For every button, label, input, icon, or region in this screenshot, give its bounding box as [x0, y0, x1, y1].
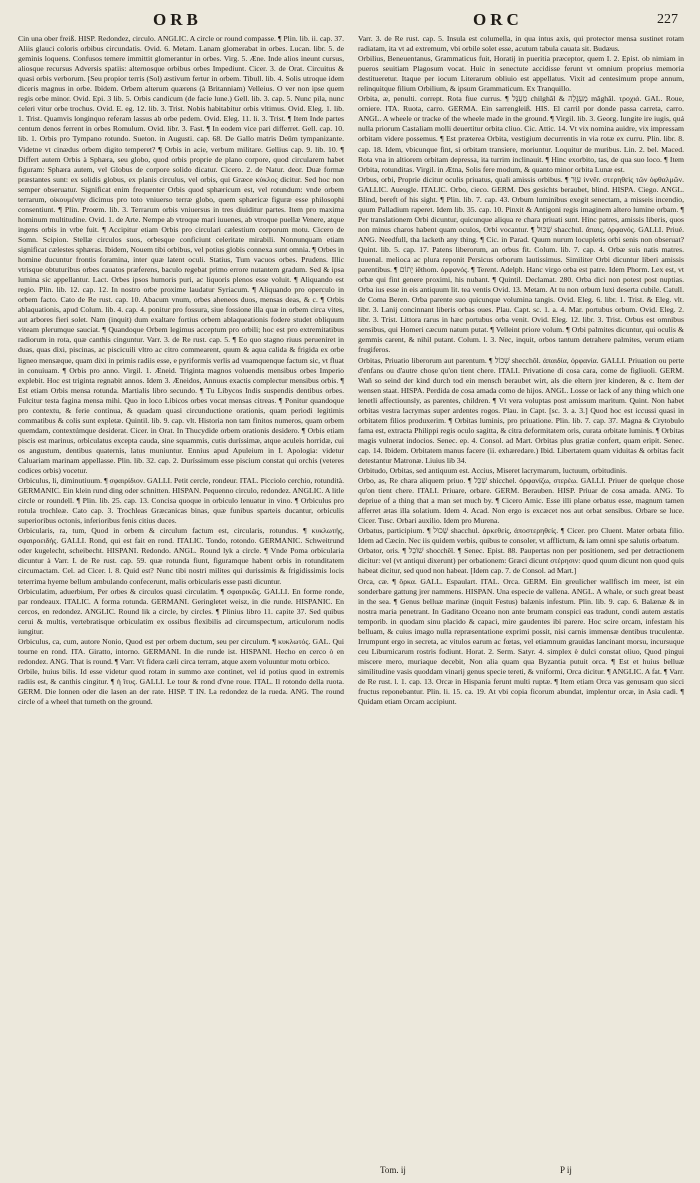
left-column [18, 34, 344, 1159]
entry-orbiculatim: Orbiculatim, aduerbium, Per orbes & circulos quasi circulatim. ¶ σφαιρικῶς. GALLI. En forme ronde, par rondeaux. ITALIC. A forma rotunda. GERMANI. Geringletet weisz, in die runde. HISPANIC. En cercos, en redondez. ANGLIC. Round lik a circle, by circles. ¶ Plinius libro 11. capite 37. Sed quibus cerui & multis, vertebratisque orbiculatim ex ossibus flexibilis ad circumspectum, articulorum nodis iungitur. [18, 586, 344, 636]
entry-orca: Orca, cæ. ¶ ὄρκα. GALL. Espaulart. ITAL. Orca. GERM. Ein greulicher wallfisch im meer, ist ein sonderbare gattung jrer nammens. HISPAN. Una especie de vallena. ANGL. A whale, or such great beast in the sea. ¶ Genus belluæ marinæ (inquit Festus) balænis infestum. Plin. lib. 9. cap. 6. Balænæ & in nostra maria penetrant. In Gaditano Oceano non ante brumam conspici eas tradunt, condi autem æstatis temporib. in quodam sinu placido & capaci, mire gaudentes ibi parere. Hoc scire orcam, infestam his belluam, & cuius imago nulla repræsentatione exprimi possit, nisi carnis immensæ dentibus truculentæ. Irrumpunt ergo in secreta, ac vitulos earum ac fœtas, vel etiamnum grauidas lancinant morsu, incursuque ceu Liburnicarum rostris fodiunt. Horat. 2. Serm. Satyr. 4. simplex è dulci constat oliuo, Quod pingui miscere mero, muriaque decebit, Non alia quam qua Byzantia putuit orca. ¶ Est et huius belluæ similitudine vasis quoddam vinarij genus specie tereti, & vniformi, Orca dicitur. ¶ ANGLIC. A fat. ¶ Varr. de Re rust. l. 1. cap. 13. Orcæ in Hispania ferunt multi ruptæ. ¶ Item etiam Orca vas genusam quo sicci fructus reponebantur. Plin. li. 15. ca. 19. At vbi copia ficorum abundat, implentur orcæ, in Asia cadi. ¶ Quidam etiam Orcam accipiunt. [358, 576, 684, 707]
page-number: 227 [657, 12, 678, 27]
entry-orbitudo: Orbitudo, Orbitas, sed antiquum est. Accius, Miseret lacrymarum, luctuum, orbitudinis. [358, 466, 628, 476]
entry-orbiculus: Orbiculus, li, diminutiuum. ¶ σφαιρίδιον. GALLI. Petit cercle, rondeur. ITAL. Picciolo cerchio, rotundità. GERMANIC. Ein klein rund ding oder schnitten. HISPAN. Pequenno circulo, redondez. ANGLIC. A litle circle or roundell. ¶ Plin. lib. 25. cap. 13. Concisa quoque in orbiculo lenuatur in vino. ¶ Orbiculus pro rotula trochleæ. Cato cap. 3. Trochleas Græcanicas binas, quæ funibus sparteis ducantur, orbiculis superioribus octonis, inferioribus fenis citius duces. [18, 476, 344, 526]
page-footer [0, 1163, 700, 1179]
entry-orbo: Orbo, as, Re chara aliquem priuo. ¶ שִׁכֵּל shicchel. ὀρφανίζω, στερέω. GALLI. Priuer de quelque chose qu'on tient chere. ITALI. Priuare, orbare. GERM. Berauben. HISP. Priuar de cosa amada. ANG. To depriue of a thing that a man set much by. ¶ Cicero Amic. Esse illi plane orbatus esse, magnum tamen afferret ætas illa solatium. Idem 4. Acad. Non ergo is excæcet nos aut orbat sensibus. Orbare se luce. Cicer. Tusc. Orbari auxilio. Idem pro Murena. [358, 476, 684, 526]
entry-orbicus: Orbiculus, ca, cum, autore Nonio, Quod est per orbem ductum, seu per circulum. ¶ κυκλωτός. GAL. Qui tourne en rond. ITA. Giratto, intorno. GERMANI. In die runde ist. HISPANI. Hecho en cerco ò en redondez. ANG. That is round. ¶ Varr. Vt fidera cæli circa terram, atque axem voluuntur motu orbico. [18, 636, 344, 666]
entry-orbator: Orbator, oris. ¶ שׁוֹכֵל shocchêl. ¶ Senec. Epist. 88. Paupertas non per positionem, sed per detractionem dicitur: vel (vt antiqui dixerunt) per orbationem: Græci dicunt στέρησιν: quod quum dicunt non quod quis habeat dicitur, sed quod non habeat. [Idem cap. 7. de Consol. ad Mart.] [358, 546, 684, 576]
running-header [18, 8, 684, 34]
entry-orbile-cont: Varr. 3. de Re rust. cap. 5. Insula est columella, in qua intus axis, qui protector mensa sustinet rotam radiatam, ita vt ad extremum, vbi orbile solet esse, acutum tabula cauata sit. Budæus. [358, 34, 684, 54]
entry-orbilius: Orbilius, Beneuentanus, Grammaticus fuit, Horatij in pueritia præceptor, quem I. 2. Epist. ob nimiam in pueros seuitiam Plagosum vocat. Huic in senectute accidisse ferunt vt omnium proprius memoria destitueretur. Itaque per iocum Literarum obliuio est appellatus. Vixit ad centesimum prope annum, relinquitque filium Orbilium, & ipsum Grammaticum. Ex Tranquillo. [358, 54, 684, 94]
running-head-right: ORC [473, 10, 523, 29]
right-column [358, 34, 684, 1159]
entry-orbita: Orbita, æ, penulti. corrept. Rota fiue currus. ¶ מַעְגָּל chilghâl & מַעְגָּלָה mâghâl. τροχιά. GAL. Roue, orniere. ITA. Ruota, carro. GERMA. Ein sarrengleiß. HIS. El carril por donde passa carreta, carro. ANGL. A wheele or tracke of the wheele made in the ground. ¶ Virgil. lib. 3. Georg. Iungite ire iugis, quá nulla priorum Castaliam molli deuertitur orbita cliuo. Cic. Attic. 14. Vt vix nomina auidre, vix impressam orbitam videre possemus. ¶ Est præterea Orbita, vestigium decurrentis in via rotæ ex curru. Plin. libr. 8. cap. 18. Idem, vbicunque fint, si orbitam transiere, moriuntur. Loquitur de muribus. Lin. 2. bel. Maced. Rota vna in altiorem orbitam depressa, ita turrim inclinauit. ¶ Hinc exorbito, tas, de qua suo loco. ¶ Item Orbita, rotunditas. Virgil. in Ætna, Solis fere modum, & quanto minor orbita Lunæ est. [358, 94, 684, 174]
signature-mark: P ij [560, 1165, 572, 1175]
volume-label: Tom. ij [380, 1165, 406, 1175]
entry-orbis: Cin una ober freiß. HISP. Redondez, circulo. ANGLIC. A circle or round compasse. ¶ Plin. lib. ii. cap. 37. Aliis glauci coloris orbibus circundatis. Ovid. 6. Metam. Lanam glomerabat in orbes. Lucan. libr. 5. de geminis loquens. Confusos temere immittit glomerantur in orbes. Virg. 5. Æne. Inde alios ineunt cursus, aliosque recursus Adversis spatiis: alternosque orbibus orbes Impediunt. Cicer. 3. de Orat. Circuitus & quasi orbis verborum. [Seu propior terris (Sol) æstivum fertur in orbem. Tibull. lib. 4. Solis utroque idem diceris magnus in orbe. Ibidem. Orbem alterum quærens (à Britanniam) Velleius. O ver non ipse quem regis orbe minor. Ovid. Epi. 3 lib. 5. Orbis candicum (de facie lune.) Gell. lib. 3. cap. 5. Nunc pila, nunc celeri vitur orbe trochus. Ovid. E. eg. 12. lib. 3. Trist. Nobis habitabitur orbis vltimus. Ovid. Eleg. 1. lib. 1. Trist. Quamvis longinquo referam lassus ab orbe pedem. Ovid. Eleg. 11. li. 3. Trist. ¶ Item Inde partes centum denos ferrent in orbes Romulum. Ovid. libr. 3. Fast. ¶ In eodem vice pari differret. Gell. cap. 10. lib. 1. Orbis pro Tympano rotundo. Sueton. in Augusti. cap. 68. De Gallo matris Deûm tympanizante. Videtne vt cinædus orbem digito temperet? ¶ Orbis in acie, verbum militare. Gellius cap. 9. lib. 10. ¶ Differt autem Orbis à Sphæra, seu globo, quod orbis proprie de plano corpore, quod circularem habet figuram: Sphæra autem, vel Globus de corpore solido dicatur. Cicero. 2. de Natur. deor. Duæ formæ præstantes sunt: ex solidis globus, ex planis circulus, vel orbis, qui Græce κύκλος dicitur. Sed hoc non semper obseruatur. Significat enim frequenter Orbis quod sphæricum est, vel rotundum: vnde orbem terrarum, οἰκουμένην dicimus pro toto vniuerso terræ globo, quem sphæricæ figuræ esse philosophi consentiunt. ¶ Plin. Proœm. lib. 3. Terrarum orbis vniuersus in tres diuiditur partes. Item pro maxima hominum multitudine. Ovid. 1. de Arte. Nempe ab vtroque mari iuuenes, ab vtroque puellæ Venere, atque ingens orbis in vrbe fuit. ¶ Accipitur etiam Orbis pro circulari cælestium corporum motu. Cicero de Somn. Scipion. Stellæ circulos suos, orbesque conficiunt celeritate mirabili. Nonnunquam etiam significat cælestes sphæras. Ibidem, Nouem tibi orbibus, vel potius globis connexa sunt omnia. ¶ Orbes in homine ducuntur frontis foramina, inter quæ latent oculi. Statius, Tum vacuos orbes. Prudens. Illic vtrisque obtuturibus orbes cauatos præferens, baculo regebat primo errore nutantem gradum. Sed & ipsa lumina sic appellantur. Lact. Orbes ipsos humoris puri, ac liquoris plenos esse voluit. ¶ Aliquando est regio. Plin. lib. 12. cap. 12. In nostro orbe proxime laudatur Syriacum. ¶ Aliquando pro operculo in orbem facto. Cato de Re rust. cap. 10. Abacum vnum, orbes aheneos duos, mensas deas, & c. ¶ Orbis ablaquationis, apud Colum. lib. 4. cap. 4. ponitur pro fossura, siue fossione illa quæ in orbem circa vites, aut arbores fieri solet. Nam (inquit) dum exaltare fortius orbem ablaqueationis fodere studet obliquum viteam plerumque sauciat. ¶ Quandoque Orbem legimus acceptum pro orbili; hoc est pro extremitatibus radiorum in rota, quæ canthis cinguntur. Varr. 3. de Re rust. cap. 5. ¶ Eo quo stagno riuus perueniret in duas, quas dixi, piscinas, ac piscicuili vltro ac citro commearent, quum & aqua calida & frigida ex orbe ligneo mensæque, quam dixi in primis radiis esse, e pyriformis verlis ad vuamquenque factum sic, vt fluat in conuiuam. ¶ Orbis pro anno. Virgil. 1. Æneid. Triginta magnos voluendis mensibus orbes Imperio explebit. Hoc est triginta regnabit annos. Idem 3. Æneidos, Annuus exactis complectur mensibus orbis. ¶ Est etiam Orbis mensa rotunda. Martialis libro secundo. ¶ Tu Libycos Indis suspendis dentibus orbes. Fulcitur testa fagina mensa mihi. Quo in loco Libicos orbes vocat mensas citreas. ¶ Ponitur quandoque pro contextu, & ferie continua, & quadam quasi circunductione orationis, quam periodi legitimis commatibus & colis sunt expletæ. Quintil. lib. 9. cap. vlt. Historia non tam finitos numeros, quam orbem quemdam, contextúmque desiderat. Cicer. in Orat. In Thucydide orbem orationis desidero. ¶ Orbis etiam piscis est marinus, orbiculatus excepta cauda, sine squammis, cutis duríssimæ, atque aculeis horridæ, cui os angustum, dentibus quaternis, latus muniuntur. Ennius apud Apuleium in I. Apologia: videtur Caluariam marinam appellasse. Plin. lib. 32. cap. 2. Duríssimum esse piscium constat qui orchis (veteres codices orbis) vocetur. [18, 34, 344, 476]
running-head-left: ORB [153, 10, 202, 29]
entry-orbicularis: Orbicularis, ra, tum, Quod in orbem & circulum factum est, circularis, rotundus. ¶ κυκλωτής, σφαιροειδής. GALLI. Rond, qui est fait en rond. ITALIC. Tondo, rotondo. GERMANIC. Schweitrund oder kugelecht, scheibecht. HISPANI. Redondo. ANGL. Round lyk a circle. ¶ Vnde Poma orbicularia dicuntur à Varr. I. de Re rust. cap. 59. quæ rotunda fiunt, figuramque habent orbis in rotunditatem circumactam. Cel. ad Cicer. l. 8. Quid est? Nunc tibi nostri milites qui durissimis & frigidissimis locis teterrima hyeme bellum ambulando confecerunt, malis orbicularis esse pasti dicuntur. [18, 526, 344, 586]
entry-orbile: Orbile, huius bilis. Id esse videtur quod rotam in summo axe continet, vel id potius quod in extremis radiis est, & canthis cingitur. ¶ ἡ ἴτυς. GALLI. Le tour & rond d'vne roue. ITAL. Il rotondo della ruota. GERM. Die lonnen oder die lasen an der rate. HISP. T IN. La redondez de la rueda. ANG. The round circle of a wheel that turneth on the ground. [18, 666, 344, 707]
text-columns [18, 34, 684, 1159]
entry-orbatus: Orbatus, participium. ¶ שָׁכוּל shacchul. ἀρκεθείς, ἀποστερηθείς. ¶ Cicer. pro Cluent. Mater orbata filio. Idem ad Cæcin. Nec iis quidem verbis, quibus te consoler, vt afflictum, & iam omni spe salutis orbatum. [358, 526, 684, 546]
entry-orbus: Orbus, orbi, Proprie dicitur oculis priuatus, quali amissis orbibus. ¶ עִוֵּר ivvêr. στερηθεὶς τῶν ὀφθαλμῶν. GALLIC. Aueugle. ITALIC. Orbo, cieco. GERM. Des gesichts beraubet, blind. HISPA. Ciego. ANGL. Blind, bereft of his sight. ¶ Plin. lib. 7. cap. 43. Orbum luminibus exegit senectam, a misseis incendio, quum Palladium raperet. Idem lib. 35. cap. 10. Pinxit & Antigoni regis imaginem altero lumine orbam. ¶ Per translationem Orbi dicuntur, quicunque aliqua re chara priuati sunt. Hinc patres, amissis liberis, quos non minus charos habent quam oculos, Orbi vocantur. ¶ שַׁכּוּל shacchul. ἄπαις, ὀρφανός. GALLI. Priué. ANG. Needfull, tha lacketh any thing. ¶ Cic. in Parad. Quum nurum locupletis orbi senis non obseruat? Quint. lib. 5. cap. 17. Patens liberorum, an orbus fit. Colum. lib. 7. cap. 4. Orbæ suis natis matres. Iuuenal. melioca ac plura reponit Persicus orborum lautissimus. Similiter Orbi dicuntur liberi amissis parentibus. ¶ יָתוֹם iêthom. ὀρφανός. ¶ Terent. Adelph. Hanc virgo orba est patre. Idem Phorm. Lex est, vt orbæ qui fint genere proximi, his nubant. ¶ Quintil. Declamat. 280. Orba dici non potest post nuptias. Orba ius esse in eis antiquum lit. tea ventis Ovid. 13. Metam. At tu non orbum luxi deserta cubile. Catull. de Coma Beren. Orba parente suo quicunque volumina tangis. Ovid. Eleg. 6. libr. 1. Trist. & Eleg. vlt. libr. 3. Lanij concinnant liberis orbas oues. Plau. Capt. sc. 1. a. 4. Mar. portubus orbum. Ovid. Eleg. 2. libr. 3. Trist. Littora rarus in hæc portubus orba venit. Ovid. Eleg. 12. libr. 3. Trist. Orbus est omnibus sensibus, qui Homeri cæcum natum putat. ¶ Velleint priore volum. ¶ Orbi palmites dicuntur, qui oculis & gemmis carent, & nihil putant. Colum. l. 3. Nec, inquit, orbos tantum detrahere palmites, verum etiam frugiferos. [358, 174, 684, 355]
entry-orbitas: Orbitas, Priuatio liberorum aut parentum. ¶ שְׁכוֹל shecchôl. ἀπαιδία, ὀρφανία. GALLI. Priuation ou perte d'enfans ou d'autre chose qu'on tient chere. ITALI. Privatione di cosa cara, come de figliuoli. GERM. Wañ so seind der kind durch tod ein mensch beraubet wirt, als die eltern jrer kinderen, & c. Item der wensen staat. HISPA. Perdida de cosa amada como de hijos. ANGL. Losse or lack of any thing which one lenetli affectiounsly, as parentes, children. ¶ Vt vera voluptas post amissum maritum. Quint. Non habet orbitas vestra lacrymas super ardentes rogos. Plau. in Capt. [sc. 3. a. 3.] Quod hoc est iccussi quasi in orbitatem filios produxerim. ¶ Orbitas luminis, pro priuatione. Plin. lib. 7. cap. 37. Magna & Crytobulo fama est, extracta Philippi regis oculo sagitta, & citra deformitatem oris, curata orbitate luminis. ¶ Orbitas magis vulnerat indocios. Senec. ep. 4. Consol. ad Mart. Orbitas plus gratiæ confert, quam eripit. Senec. cap. 14. Ibidem. Orbitatem manus facere (ii. exhæredare.) Ibid. Libertatem quam viduitas & orbitas facit detestantur Matronæ. Liuius lib 34. [358, 355, 684, 465]
